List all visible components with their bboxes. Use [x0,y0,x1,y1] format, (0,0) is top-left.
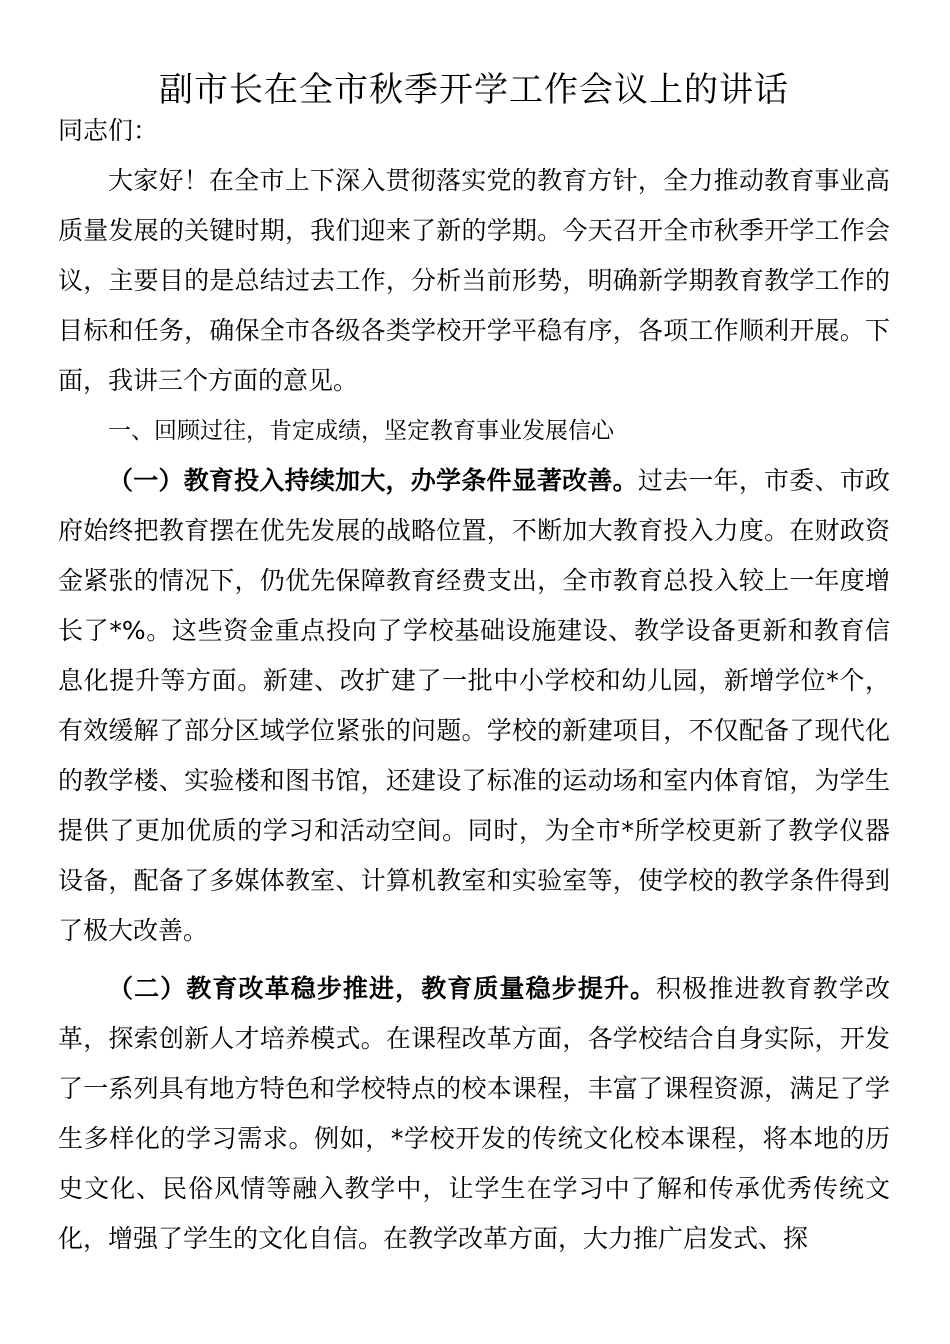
document-title: 副市长在全市秋季开学工作会议上的讲话 [159,70,789,110]
subsection-2-body: 积极推进教育教学改革，探索创新人才培养模式。在课程改革方面，各学校结合自身实际，开发了一系列具有地方特色和学校特点的校本课程，丰富了课程资源，满足了学生多样化的学习需求。例如，*学校开发的传统文化校本课程，将本地的历史文化、民俗风情等融入教学中，让学生在学习中了解和传承优秀传统文化，增强了学生的文化自信。在教学改革方面，大力推广启发式、探 [58,974,890,1253]
subsection-1-body: 过去一年，市委、市政府始终把教育摆在优先发展的战略位置，不断加大教育投入力度。在财政资金紧张的情况下，仍优先保障教育经费支出，全市教育总投入较上一年度增长了*%。这些资金重点投向了学校基础设施建设、教学设备更新和教育信息化提升等方面。新建、改扩建了一批中小学校和幼儿园，新增学位*个，有效缓解了部分区域学位紧张的问题。学校的新建项目，不仅配备了现代化的教学楼、实验楼和图书馆，还建设了标准的运动场和室内体育馆，为学生提供了更加优质的学习和活动空间。同时，为全市*所学校更新了教学仪器设备，配备了多媒体教室、计算机教室和实验室等，使学校的教学条件得到了极大改善。 [58,466,890,945]
document-page [58,64,890,1264]
subsection-1-paragraph [58,456,890,956]
greeting: 同志们： [58,116,159,145]
intro-paragraph: 大家好！在全市上下深入贯彻落实党的教育方针，全力推动教育事业高质量发展的关键时期，我们迎来了新的学期。今天召开全市秋季开学工作会议，主要目的是总结过去工作，分析当前形势，明确新学期教育教学工作的目标和任务，确保全市各级各类学校开学平稳有序，各项工作顺利开展。下面，我讲三个方面的意见。 [58,166,890,395]
subsection-2-paragraph [58,964,890,1264]
subsection-2-heading: （二）教育改革稳步推进，教育质量稳步提升。 [108,974,657,1003]
subsection-1-heading: （一）教育投入持续加大，办学条件显著改善。 [108,466,638,495]
section-heading-1: 一、回顾过往，肯定成绩，坚定教育事业发展信心 [108,418,614,444]
